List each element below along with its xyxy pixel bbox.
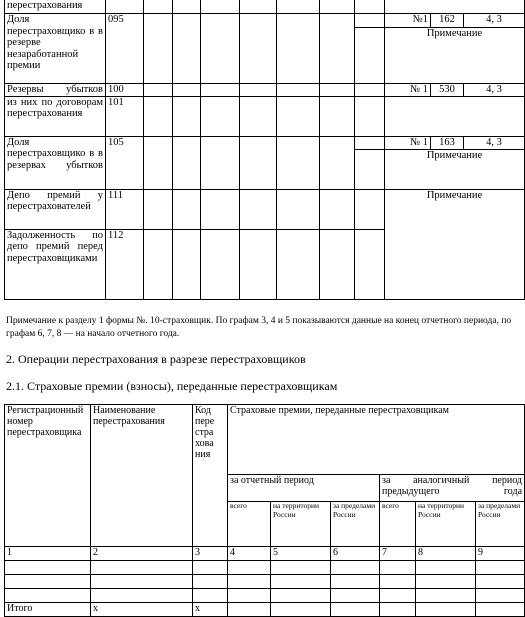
- column-number: 8: [416, 547, 476, 561]
- row-label: перестрахования: [5, 0, 106, 14]
- row-code: 112: [106, 229, 144, 299]
- ref-form: № 1: [385, 84, 431, 97]
- reinsurance-reserves-table: [4, 0, 525, 300]
- premiums-table: [4, 404, 525, 617]
- column-number: 3: [193, 547, 228, 561]
- table-row: [5, 561, 525, 575]
- sub-abroad: за пределами России: [476, 502, 525, 547]
- total-label: Итого: [5, 603, 91, 617]
- table-row: [5, 589, 525, 603]
- section-note: Примечание к разделу 1 формы №. 10-страховщик. По графам 3, 4 и 5 показываются данные на конец отчетного периода, по графам 6, 7, 8 — на начало отчетного года.: [6, 316, 512, 339]
- header-reg-number: Регистрационный номер перестраховщика: [5, 405, 91, 547]
- sub-total: всего: [228, 502, 271, 547]
- row-label: Депо премий у перестрахователей: [5, 189, 106, 229]
- column-number: 1: [5, 547, 91, 561]
- column-number: 2: [91, 547, 193, 561]
- column-number: 6: [331, 547, 380, 561]
- ref-cols: 4, 3: [464, 136, 525, 149]
- row-code: 105: [106, 136, 144, 189]
- column-number: 5: [271, 547, 331, 561]
- row-code: 095: [106, 14, 144, 84]
- table-row: [5, 575, 525, 589]
- ref-line: 162: [431, 14, 464, 28]
- row-label: Доля перестраховщико в в резерве незаработанной премии: [5, 14, 106, 84]
- header-previous-period: за аналогичный период предыдущего года: [380, 475, 525, 502]
- section-2-title: 2. Операции перестрахования в разрезе перестраховщиков: [6, 352, 306, 366]
- row-label: Резервы убытков: [5, 84, 106, 97]
- ref-form: № 1: [385, 136, 431, 149]
- header-premiums: Страховые премии, переданные перестраховщикам: [228, 405, 525, 475]
- row-label: из них по договорам перестрахования: [5, 96, 106, 136]
- ref-line: 163: [431, 136, 464, 149]
- row-code: 111: [106, 189, 144, 229]
- sub-russia: на территории России: [416, 502, 476, 547]
- header-code: Код пере стра хова ния: [193, 405, 228, 547]
- sub-total: всего: [380, 502, 416, 547]
- total-x: x: [91, 603, 193, 617]
- ref-form: №1: [385, 14, 431, 28]
- column-number: 9: [476, 547, 525, 561]
- note-label: Примечание: [385, 149, 525, 189]
- sub-russia: на территории России: [271, 502, 331, 547]
- row-label: Задолженность по депо премий перед перестраховщиками: [5, 229, 106, 299]
- header-name: Наименование перестрахования: [91, 405, 193, 547]
- column-number: 4: [228, 547, 271, 561]
- row-code: 101: [106, 96, 144, 136]
- header-current-period: за отчетный период: [228, 475, 380, 502]
- ref-cols: 4, 3: [464, 84, 525, 97]
- total-x: x: [193, 603, 228, 617]
- sub-abroad: за пределами России: [331, 502, 380, 547]
- ref-line: 530: [431, 84, 464, 97]
- note-label: Примечание: [385, 189, 525, 299]
- column-number: 7: [380, 547, 416, 561]
- note-label: Примечание: [385, 28, 525, 84]
- row-code: 100: [106, 84, 144, 97]
- row-label: Доля перестраховщико в в резервах убытков: [5, 136, 106, 189]
- section-2-1-title: 2.1. Страховые премии (взносы), переданные перестраховщикам: [6, 379, 338, 393]
- ref-cols: 4, 3: [464, 14, 525, 28]
